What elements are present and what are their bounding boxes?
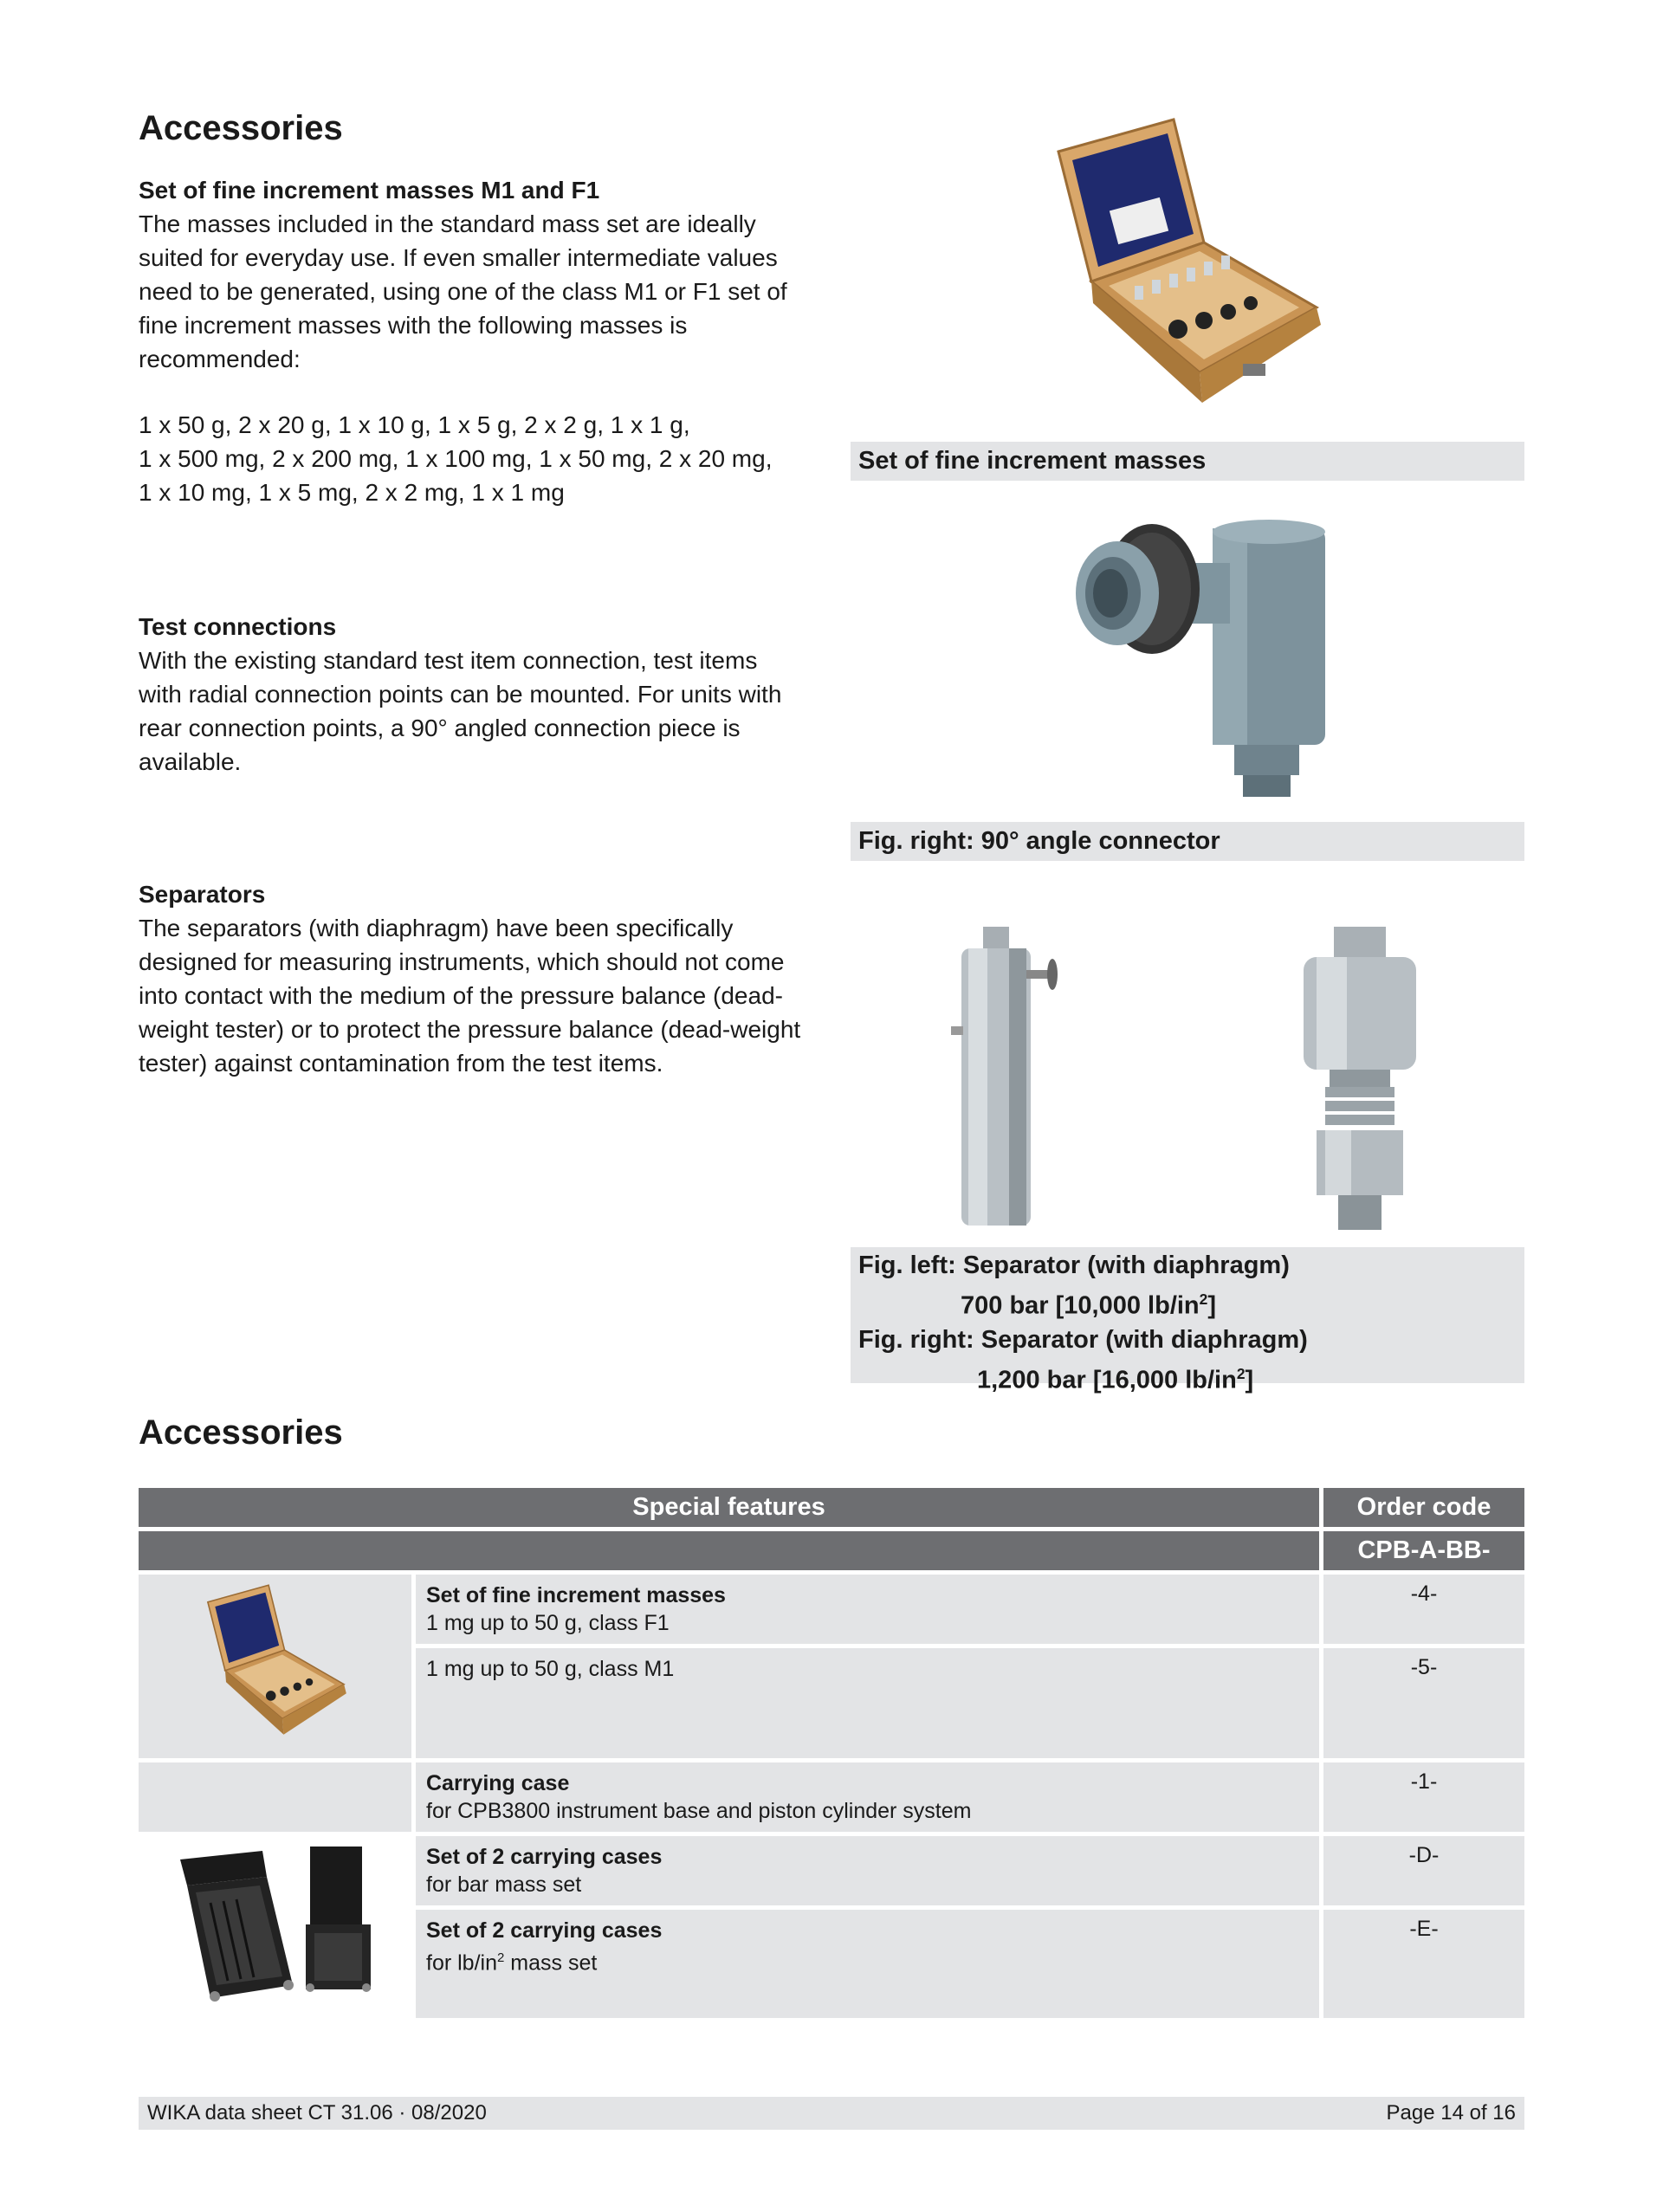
page-heading: Accessories <box>139 109 343 147</box>
separators-description <box>139 877 806 1080</box>
empty-image-cell <box>139 1762 416 1836</box>
fine-masses-box-image <box>1048 113 1325 424</box>
pressure-value: 1,200 bar [16,000 lb/in <box>977 1366 1237 1394</box>
feature-cell <box>416 1575 1323 1648</box>
caption-line <box>858 1323 1517 1357</box>
special-features-header: Special features <box>139 1488 1323 1531</box>
pressure-value: 700 bar [10,000 lb/in <box>961 1291 1200 1320</box>
caption-text: Separator (with diaphragm) <box>980 1325 1308 1354</box>
feature-sub: 1 mg up to 50 g, class F1 <box>426 1611 670 1635</box>
order-code-cell: -E- <box>1323 1910 1524 2022</box>
fine-masses-list <box>139 408 832 509</box>
bracket: ] <box>1245 1366 1254 1394</box>
table-row <box>139 1762 1524 1836</box>
page-footer <box>139 2097 1524 2130</box>
order-code-prefix: CPB-A-BB- <box>1323 1531 1524 1575</box>
caption-label: Fig. right: <box>858 1325 974 1354</box>
angle-connector-image <box>1057 511 1334 805</box>
accessories-order-table <box>139 1488 1524 2022</box>
caption-label: Fig. left: <box>858 1252 956 1279</box>
caption-line <box>858 1249 1517 1283</box>
caption-value <box>858 1357 1517 1398</box>
separator-700-bar-image <box>944 922 1065 1234</box>
table-header-row <box>139 1488 1524 1531</box>
mass-list-line: 1 x 10 mg, 1 x 5 mg, 2 x 2 mg, 1 x 1 mg <box>139 479 565 506</box>
fine-masses-title: Set of fine increment masses M1 and F1 <box>139 177 600 204</box>
caption-value <box>858 1283 1517 1323</box>
feature-title: Carrying case <box>426 1771 570 1795</box>
order-code-header: Order code <box>1323 1488 1524 1531</box>
fine-masses-caption: Set of fine increment masses <box>851 442 1524 481</box>
page-number: Page 14 of 16 <box>1386 2101 1516 2125</box>
feature-sub-tail: mass set <box>504 1950 598 1976</box>
blank-subheader <box>139 1531 1323 1575</box>
datasheet-reference: WIKA data sheet CT 31.06 · 08/2020 <box>147 2101 487 2125</box>
superscript: 2 <box>1199 1290 1208 1308</box>
superscript: 2 <box>1236 1364 1246 1382</box>
fine-masses-thumbnail-cell <box>139 1575 416 1762</box>
feature-sub: for CPB3800 instrument base and piston cylinder system <box>426 1799 972 1823</box>
fine-masses-text: The masses included in the standard mass set are ideally suited for everyday use. If even smaller intermediate values need to be generated, using one of the class M1 or F1 set of fine increment masses with the following masses is recommended: <box>139 210 787 372</box>
order-code-cell: -5- <box>1323 1648 1524 1762</box>
order-code-cell: -1- <box>1323 1762 1524 1836</box>
table-row <box>139 1575 1524 1648</box>
mass-list-line: 1 x 50 g, 2 x 20 g, 1 x 10 g, 1 x 5 g, 2 x 2 g, 1 x 1 g, <box>139 411 690 438</box>
feature-sub: 1 mg up to 50 g, class M1 <box>426 1657 675 1681</box>
test-connections-text: With the existing standard test item connection, test items with radial connection points can be mounted. For units with rear connection points, a 90° angled connection piece is available. <box>139 647 782 775</box>
separators-title: Separators <box>139 881 266 908</box>
separator-1200-bar-image <box>1291 922 1429 1234</box>
feature-title: Set of 2 carrying cases <box>426 1918 663 1943</box>
feature-title: Set of fine increment masses <box>426 1583 726 1607</box>
superscript: 2 <box>496 1950 505 1965</box>
fine-masses-thumbnail <box>197 1581 353 1746</box>
fine-masses-description <box>139 173 806 376</box>
feature-title: Set of 2 carrying cases <box>426 1845 663 1869</box>
carrying-cases-thumbnail <box>171 1842 379 2007</box>
bracket: ] <box>1207 1291 1216 1320</box>
order-code-cell: -D- <box>1323 1836 1524 1910</box>
feature-cell <box>416 1910 1323 2022</box>
feature-cell <box>416 1648 1323 1762</box>
test-connections-title: Test connections <box>139 613 337 640</box>
accessories-table-heading: Accessories <box>139 1413 343 1452</box>
caption-text: Separator (with diaphragm) <box>962 1252 1290 1279</box>
separators-caption <box>851 1247 1524 1394</box>
angle-connector-caption: Fig. right: 90° angle connector <box>851 822 1524 861</box>
separators-text: The separators (with diaphragm) have been specifically designed for measuring instruments, which should not come into contact with the medium of the pressure balance (dead-weight tester) or to protect the pressure balance (dead-weight tester) against contamination from the test items. <box>139 915 801 1077</box>
feature-cell <box>416 1762 1323 1836</box>
feature-sub: for lb/in <box>426 1950 497 1976</box>
carrying-cases-thumbnail-cell <box>139 1836 416 2022</box>
mass-list-line: 1 x 500 mg, 2 x 200 mg, 1 x 100 mg, 1 x 50 mg, 2 x 20 mg, <box>139 445 773 472</box>
feature-cell <box>416 1836 1323 1910</box>
feature-sub: for bar mass set <box>426 1872 582 1897</box>
order-code-cell: -4- <box>1323 1575 1524 1648</box>
table-row <box>139 1836 1524 1910</box>
table-subheader-row <box>139 1531 1524 1575</box>
test-connections-description <box>139 610 806 779</box>
